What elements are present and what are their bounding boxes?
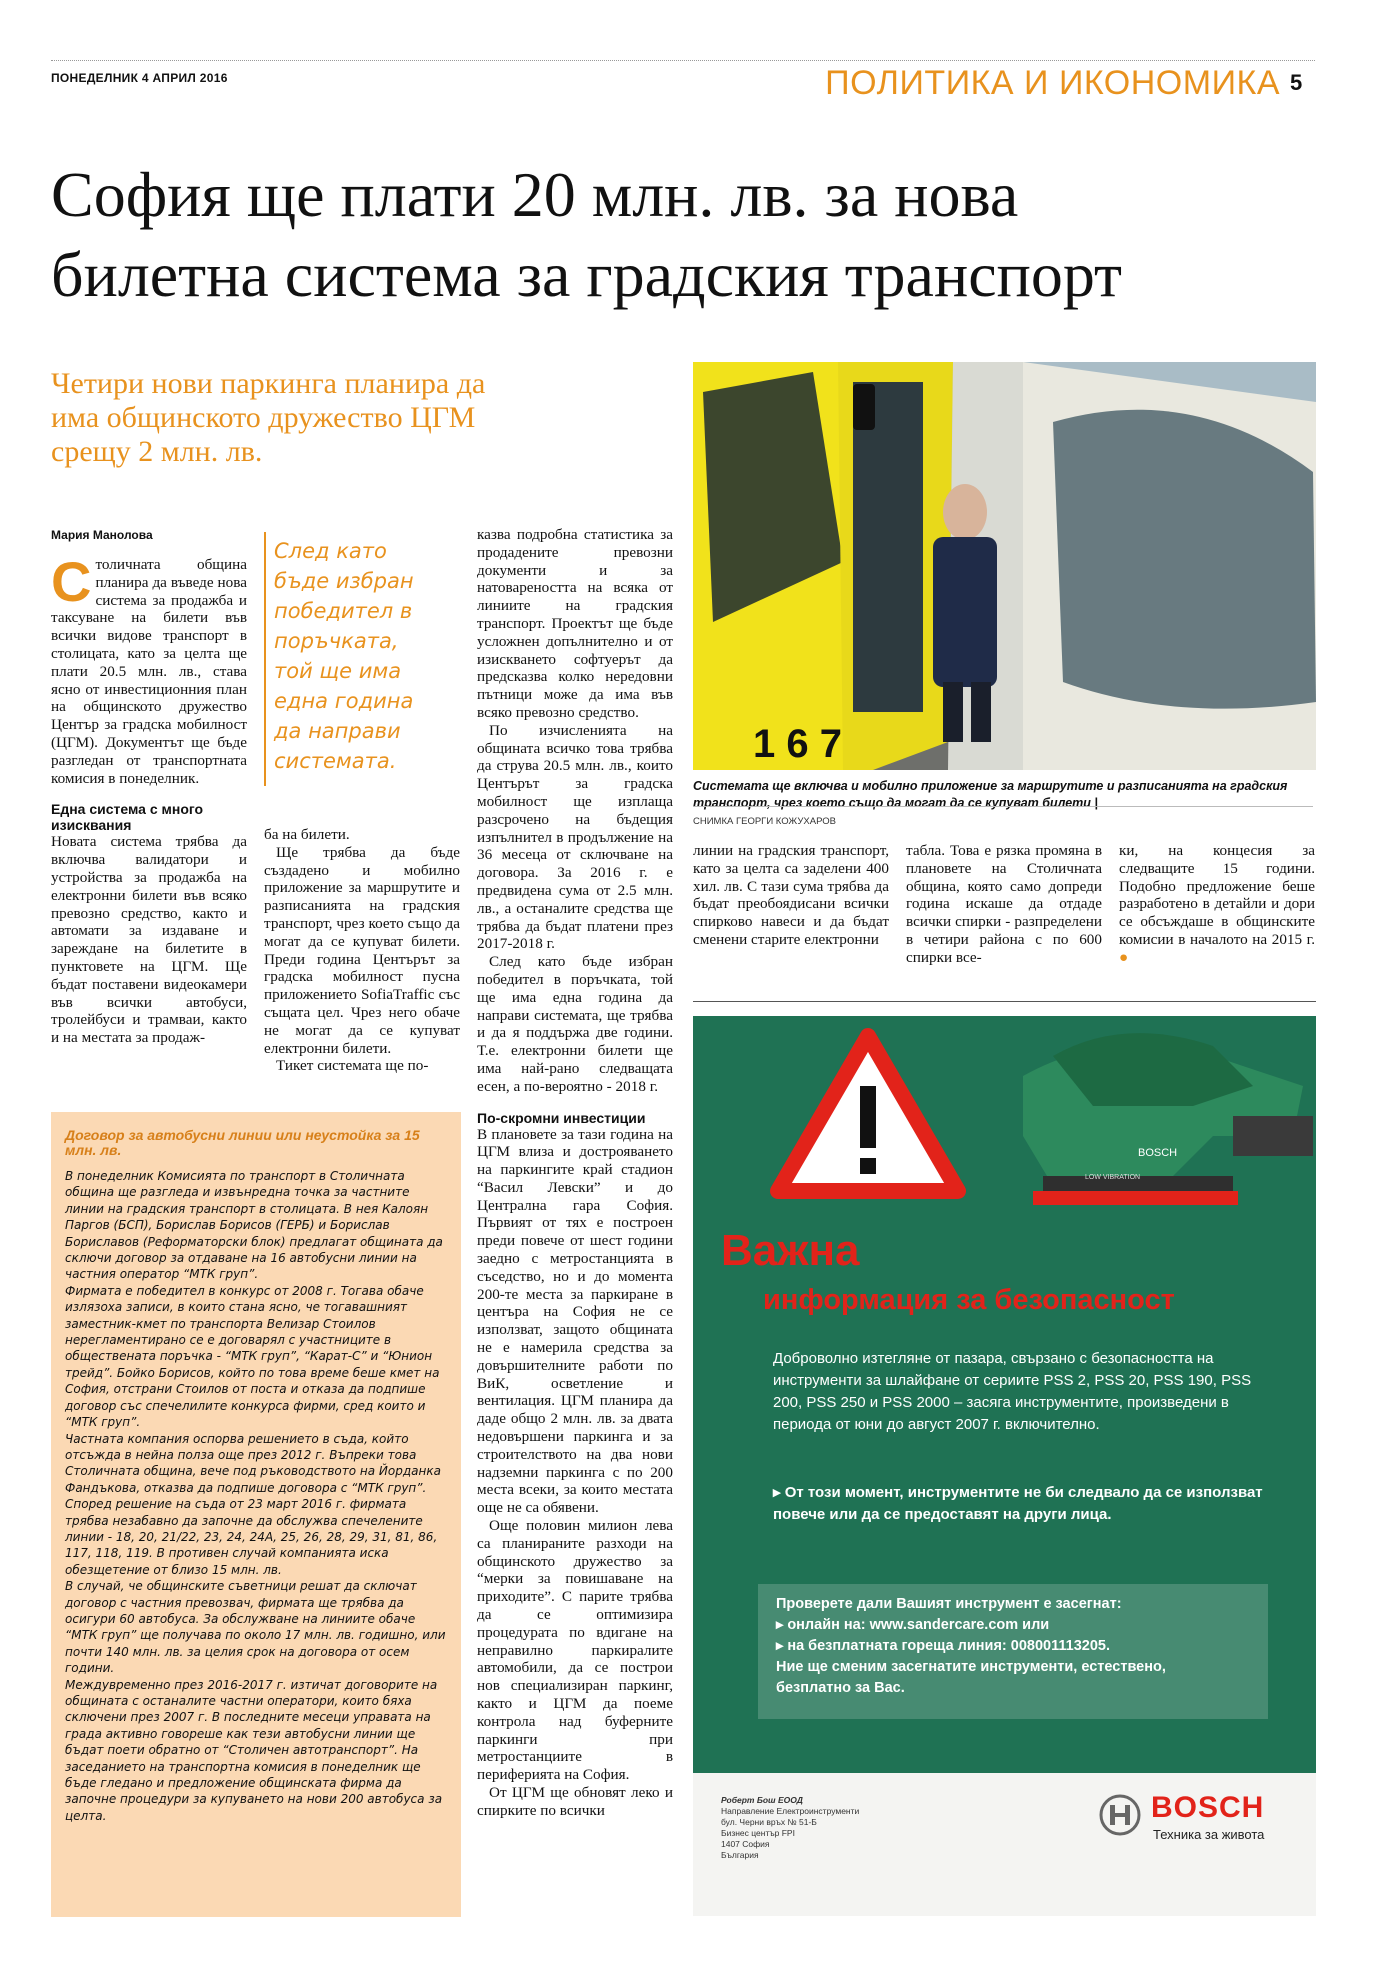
section-title: ПОЛИТИКА И ИКОНОМИКА <box>825 64 1280 102</box>
ad-headline-1: Важна <box>721 1226 860 1275</box>
paragraph: Тикет системата ще по- <box>276 1057 429 1075</box>
bosch-wordmark: BOSCH <box>1151 1791 1265 1824</box>
company-name: Роберт Бош ЕООД <box>721 1795 803 1805</box>
ad-body-1: Доброволно изтегляне от пазара, свързано с безопасността на инструменти за шлайфане от сериите PSS 2, PSS 20, PSS 190, PSS 200, PSS 250 и PSS 2000 – засяга инструментите, произведени в периода от юни до август 2007 г. включително. <box>773 1350 1252 1433</box>
bosch-armature-logo-icon <box>1098 1793 1142 1837</box>
arrow-icon: ▸ <box>776 1617 788 1633</box>
paragraph: Новата система трябва да включва валидатори и устройства за продажба на електронни билети във всяко превозно средство, както и автомати за издаване и зареждане на билетите в пунктовете на ЦГМ. Ще бъдат поставени видеокамери във всички автобуси, тролейбуси и трамваи, както и на местата за продаж- <box>51 833 247 1047</box>
pull-quote-line: победител в <box>274 599 413 623</box>
warning-and-sander-illustration <box>693 1016 1316 1246</box>
ad-body-2-text: От този момент, инструментите не би следвало да се използват повече или да се предоставят на други лица. <box>773 1484 1263 1523</box>
sidebar-box <box>51 1112 461 1917</box>
paragraph: След като бъде избран победител в поръчката, той ще има една година да направи системата, ще трябва и да я поддържа две години. Т.е. електронни билети ще има най-рано следващата есен, а по-вероятно - 2018 г. <box>477 953 673 1095</box>
photo-credit: СНИМКА ГЕОРГИ КОЖУХАРОВ <box>693 816 836 827</box>
company-address <box>721 1795 859 1861</box>
pull-quote-line: След като <box>274 539 387 563</box>
check-line-online-text: онлайн на: www.sandercare.com или <box>787 1617 1050 1633</box>
paragraph <box>1119 842 1315 967</box>
sidebar-paragraph: Частната компания оспорва решението в съда, който отсъжда в нейна полза още през 2012 г. Въпреки това Столичната община, вече под ръководството на Йорданка Фандъкова, отказва да подпише договора с “МТК груп”. Според решение на съда от 23 март 2016 г. фирмата трябва незабавно да започне да обслужва спечелените линии - 18, 20, 21/22, 23, 24, 24А, 25, 26, 28, 29, 31, 81, 86, 117, 118, 119. В противен случай компанията иска обезщетение от близо 15 млн. лв. <box>65 1431 441 1577</box>
company-line: 1407 София <box>721 1839 770 1849</box>
column-4 <box>693 842 889 949</box>
column-3 <box>477 526 673 1820</box>
check-line-replace: Ние ще сменим засегнатите инструменти, естествено, безплатно за Вас. <box>776 1659 1166 1696</box>
sidebar-text <box>51 1158 461 1824</box>
paragraph: линии на градския транспорт, като за целта са заделени 400 хил. лв. С тази сума трябва да бъдат преобоядисани всички спирково навеси и да бъдат сменени старите електронни <box>693 842 889 948</box>
check-line-hotline-text: на безплатната гореща линия: 008001113205. <box>787 1638 1110 1654</box>
issue-date: ПОНЕДЕЛНИК 4 АПРИЛ 2016 <box>51 71 228 85</box>
ad-headline-2: информация за безопасност <box>763 1284 1175 1316</box>
company-line: Направление Електроинструменти <box>721 1806 860 1816</box>
caption-separator <box>693 806 1313 807</box>
article-subhead: Четири нови паркинга планира да има общинското дружество ЦГМ срещу 2 млн. лв. <box>51 367 486 468</box>
column-5 <box>906 842 1102 967</box>
company-line: България <box>721 1850 759 1860</box>
pull-quote-line: да направи <box>274 719 401 743</box>
subheading-1: Една система с много изисквания <box>51 801 204 834</box>
pull-quote-line: той ще има <box>274 659 402 683</box>
paragraph: По изчисленията на общината всичко това трябва да струва 20.5 млн. лв., които Центърът за градска мобилност ще изплаща разсрочено на бъдещия изпълнител в продължение на 36 месеца от сключване на договора. За 2016 г. е предвидена сума от 2.5 млн. лв., а останалите средства ще трябва да бъдат платени през 2017-2018 г. <box>477 721 673 953</box>
ad-top-rule <box>693 1001 1316 1002</box>
company-line: Бизнес център FPI <box>721 1828 795 1838</box>
lead-paragraph <box>51 550 247 787</box>
article-headline <box>51 155 1311 315</box>
photo-caption: Системата ще включва и мобилно приложение за маршрутите и разписанията на градския транспорт, чрез което също да могат да се купуват билети | <box>693 779 1288 810</box>
paragraph: ба на билети. <box>264 826 350 843</box>
paragraph: казва подробна статистика за продадените превозни документи и за натовареността на всяка от линиите на градския транспорт. Проектът ще бъде усложнен допълнително и от изискването софтуерът да предсказва колко нередовни пътници може да има във всяко превозно средство. <box>477 526 673 721</box>
end-mark-icon: ● <box>1119 948 1129 966</box>
pull-quote-line: системата. <box>274 749 397 773</box>
ad-footer <box>693 1773 1316 1916</box>
subheading-2: По-скромни инвестиции <box>477 1109 646 1126</box>
drop-cap: С <box>51 550 92 613</box>
check-title: Проверете дали Вашият инструмент е засегнат: <box>776 1596 1122 1612</box>
pull-quote <box>264 532 474 786</box>
bus-photo <box>693 362 1316 770</box>
sidebar-paragraph: В понеделник Комисията по транспорт в Столичната община ще разгледа и извънредна точка за частните линии на градския транспорт в столицата. В нея Калоян Паргов (БСП), Борислав Борисов (ГЕРБ) и Борислав Бориславов (Реформаторски блок) предлагат общината да сключи договор за отдаване на 16 автобусни линии на частния оператор “МТК груп”. <box>65 1169 443 1282</box>
sidebar-paragraph: В случай, че общинските съветници решат да сключат договор с частния превозвач, фирмата ще трябва да осигури 60 автобуса. За обслужване на линиите обаче “МТК груп” ще получава по около 17 млн. лв. годишно, или почти 140 млн. лв. за целия срок на договора от осем години. <box>65 1579 446 1676</box>
check-line-hotline <box>776 1636 1268 1657</box>
paragraph: табла. Това е рязка промяна в плановете на Столичната община, която само допреди година искаше да отдаде всички спирки - разпределени в четири района с по 600 спирки все- <box>906 842 1102 966</box>
bosch-slogan: Техника за живота <box>1153 1827 1265 1842</box>
paragraph: Още половин милион лева са планираните разходи на общинското дружество за “мерки за повишаване на приходите”. С парите трябва да се оптимизира процедурата по вдигане на неправилно паркиралите автомобили, да се построи нов специализиран паркинг, както и ЦГМ да поеме контрола над буферните паркинги при метростанциите в периферията на София. <box>477 1517 673 1784</box>
paragraph-text: ки, на концесия за следващите 15 години. Подобно предложение беше разработено в детайли и дори се обсъждаше в общинските комисии в началото на 2015 г. <box>1119 842 1315 948</box>
page-number: 5 <box>1290 70 1303 95</box>
column-2 <box>264 826 460 1075</box>
tool-feature-label: LOW VIBRATION <box>1085 1174 1141 1181</box>
column-1 <box>51 550 247 1047</box>
photo-illustration <box>693 362 1316 770</box>
byline: Мария Манолова <box>51 528 153 542</box>
arrow-icon: ▸ <box>773 1484 785 1501</box>
tool-brand-label: BOSCH <box>1138 1147 1178 1159</box>
arrow-icon: ▸ <box>776 1638 788 1654</box>
sidebar-paragraph: Междувременно през 2016-2017 г. изтичат договорите на общината с останалите частни оператори, които бяха сключени през 2007 г. В последните месеци управата на града активно говореше как тези автобусни линии ще бъдат поети обратно от “Столичен автотранспорт”. На заседанието на транспортна комисия в понеделник ще бъде гледано и предложение общинската фирма да започне процедури за купуването на нови 200 автобуса за целта. <box>65 1677 443 1823</box>
lead-text: толичната община планира да въведе нова система за продажба и таксуване на билети във всички видове транспорт в столицата, като за целта ще плати 20.5 млн. лв., става ясно от инвестиционния план на общинското дружество Център за градска мобилност (ЦГМ). Документът ще бъде разгледан от транспортната комисия в понеделник. <box>51 556 247 787</box>
company-line: бул. Черни връх № 51-Б <box>721 1817 817 1827</box>
paragraph: Ще трябва да бъде създадено и мобилно приложение за маршрутите и разписанията на градския транспорт, чрез което също да могат да се купуват билети. Преди година Центърът за градска мобилност пусна приложението SofiaTraffic със същата цел. Чрез него обаче не могат да се купуват електронни билети. <box>264 843 460 1057</box>
pull-quote-line: поръчката, <box>274 629 399 653</box>
pull-quote-line: бъде избран <box>274 569 414 593</box>
sidebar-paragraph: Фирмата е победител в конкурс от 2008 г. Тогава обаче излязоха записи, в които стана ясно, че тогавашният заместник-кмет по транспорта Велизар Стоилов нерегламентирано се е договарял с участниците в обществената поръчка - “МТК груп”, “Карат-С” и “Юнион трейд”. Бойко Борисов, който по това време беше кмет на София, отстрани Стоилов от поста и отказа да подпише договор със спечелилите конкурса фирми, сред които и “МТК груп”. <box>65 1283 440 1430</box>
check-line-online <box>776 1615 1268 1636</box>
headline-line-1: София ще плати 20 млн. лв. за нова <box>51 159 1019 230</box>
column-6 <box>1119 842 1315 967</box>
svg-text:1 6 7: 1 6 7 <box>753 722 842 766</box>
pull-quote-line: една година <box>274 689 414 713</box>
headline-line-2: билетна система за градския транспорт <box>51 239 1122 310</box>
paragraph: В плановете за тази година на ЦГМ влиза и дострояването на паркингите край стадион “Васил Левски” и до Централна гара София. Първият от тях е построен преди повече от шест години заедно с метростанцията в съседство, но и до момента 200-те места за паркиране в центъра на София не се използват, защото общината не е намерила средства за довършителните работи по ВиК, осветление и вентилация. ЦГМ планира да даде общо 2 млн. лв. за двата недовършени паркинга и за строителството на два нови надземни паркинга с по 200 места всеки, за които местата още не са обявени. <box>477 1125 673 1517</box>
ad-body-2 <box>773 1482 1283 1526</box>
ad-check-box <box>758 1584 1268 1719</box>
sidebar-title: Договор за автобусни линии или неустойка за 15 млн. лв. <box>65 1127 420 1158</box>
top-rule <box>51 60 1315 61</box>
paragraph: От ЦГМ ще обновят леко и спирките по всички <box>477 1783 673 1819</box>
